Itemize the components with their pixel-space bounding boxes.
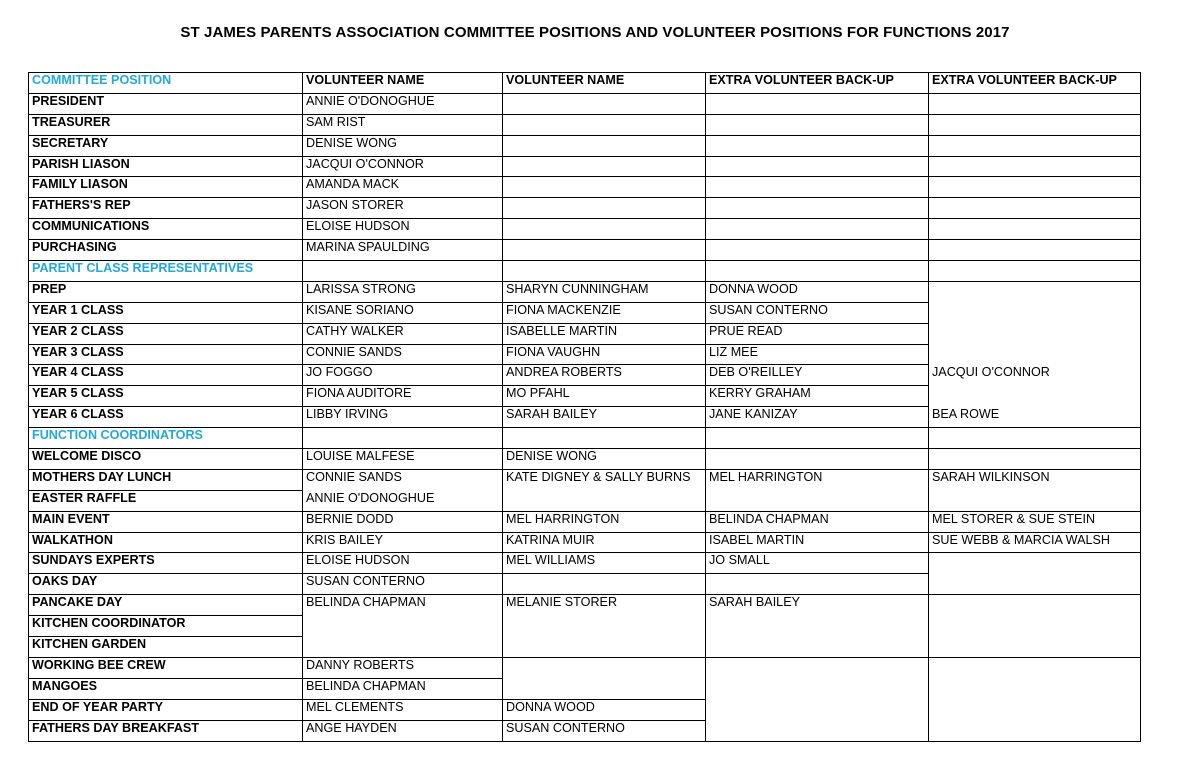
volunteer-cell: JO FOGGO: [303, 365, 503, 386]
volunteer-cell: [706, 240, 929, 261]
position-cell: YEAR 4 CLASS: [29, 365, 303, 386]
volunteer-cell: ELOISE HUDSON: [303, 553, 503, 574]
section-heading: FUNCTION COORDINATORS: [29, 428, 303, 449]
volunteer-cell: [503, 657, 706, 678]
volunteer-cell: [929, 198, 1141, 219]
position-cell: YEAR 5 CLASS: [29, 386, 303, 407]
volunteer-cell: ANDREA ROBERTS: [503, 365, 706, 386]
section-row: [29, 261, 1141, 282]
position-cell: PRESIDENT: [29, 93, 303, 114]
table-row: [29, 219, 1141, 240]
header-cell: VOLUNTEER NAME: [303, 73, 503, 94]
volunteer-cell: ELOISE HUDSON: [303, 219, 503, 240]
volunteer-cell: SARAH WILKINSON: [929, 469, 1141, 490]
volunteer-cell: [503, 198, 706, 219]
table-row: [29, 490, 1141, 511]
position-cell: COMMUNICATIONS: [29, 219, 303, 240]
volunteer-cell: PRUE READ: [706, 323, 929, 344]
volunteer-cell: [929, 699, 1141, 720]
table-row: [29, 616, 1141, 637]
volunteer-cell: [503, 219, 706, 240]
position-cell: YEAR 1 CLASS: [29, 302, 303, 323]
volunteer-cell: [929, 449, 1141, 470]
volunteer-cell: JASON STORER: [303, 198, 503, 219]
volunteer-cell: BELINDA CHAPMAN: [303, 678, 503, 699]
volunteer-cell: KATRINA MUIR: [503, 532, 706, 553]
position-cell: PANCAKE DAY: [29, 595, 303, 616]
volunteer-cell: BERNIE DODD: [303, 511, 503, 532]
volunteer-cell: DONNA WOOD: [503, 699, 706, 720]
empty-cell: [503, 428, 706, 449]
position-cell: SUNDAYS EXPERTS: [29, 553, 303, 574]
volunteer-cell: [706, 616, 929, 637]
volunteer-cell: [503, 135, 706, 156]
volunteer-cell: [503, 637, 706, 658]
volunteer-cell: [303, 637, 503, 658]
empty-cell: [929, 428, 1141, 449]
volunteer-cell: [706, 699, 929, 720]
volunteer-cell: [929, 574, 1141, 595]
volunteer-cell: CONNIE SANDS: [303, 344, 503, 365]
volunteer-cell: ISABELLE MARTIN: [503, 323, 706, 344]
volunteer-cell: SAM RIST: [303, 114, 503, 135]
position-cell: KITCHEN GARDEN: [29, 637, 303, 658]
table-row: [29, 595, 1141, 616]
volunteer-cell: JACQUI O'CONNOR: [303, 156, 503, 177]
table-row: [29, 302, 1141, 323]
volunteer-cell: ANGE HAYDEN: [303, 720, 503, 741]
volunteer-cell: DONNA WOOD: [706, 281, 929, 302]
position-cell: FATHERS DAY BREAKFAST: [29, 720, 303, 741]
table-row: [29, 657, 1141, 678]
header-cell: EXTRA VOLUNTEER BACK-UP: [929, 73, 1141, 94]
volunteer-cell: [503, 93, 706, 114]
position-cell: PURCHASING: [29, 240, 303, 261]
volunteer-cell: [503, 490, 706, 511]
volunteer-cell: [929, 114, 1141, 135]
volunteer-cell: [929, 323, 1141, 344]
position-cell: TREASURER: [29, 114, 303, 135]
empty-cell: [303, 261, 503, 282]
volunteer-cell: [929, 219, 1141, 240]
volunteer-cell: JACQUI O'CONNOR: [929, 365, 1141, 386]
table-row: [29, 720, 1141, 741]
page-title: ST JAMES PARENTS ASSOCIATION COMMITTEE POSITIONS AND VOLUNTEER POSITIONS FOR FUNCTIONS 2017: [180, 24, 1010, 41]
position-cell: WALKATHON: [29, 532, 303, 553]
section-heading: PARENT CLASS REPRESENTATIVES: [29, 261, 303, 282]
volunteer-cell: KISANE SORIANO: [303, 302, 503, 323]
table-row: [29, 407, 1141, 428]
volunteer-cell: SUSAN CONTERNO: [303, 574, 503, 595]
volunteer-cell: DANNY ROBERTS: [303, 657, 503, 678]
volunteer-cell: [706, 114, 929, 135]
volunteer-cell: [929, 720, 1141, 741]
volunteer-cell: [503, 156, 706, 177]
header-cell: EXTRA VOLUNTEER BACK-UP: [706, 73, 929, 94]
volunteer-cell: CATHY WALKER: [303, 323, 503, 344]
volunteer-cell: JO SMALL: [706, 553, 929, 574]
volunteer-cell: SUE WEBB & MARCIA WALSH: [929, 532, 1141, 553]
volunteer-cell: ISABEL MARTIN: [706, 532, 929, 553]
volunteer-cell: [929, 657, 1141, 678]
volunteer-cell: [929, 302, 1141, 323]
table-row: [29, 93, 1141, 114]
table-row: [29, 344, 1141, 365]
table-row: [29, 511, 1141, 532]
volunteer-cell: LIZ MEE: [706, 344, 929, 365]
empty-cell: [303, 428, 503, 449]
volunteer-cell: ANNIE O'DONOGHUE: [303, 93, 503, 114]
table-row: [29, 156, 1141, 177]
empty-cell: [503, 261, 706, 282]
position-cell: MOTHERS DAY LUNCH: [29, 469, 303, 490]
volunteer-cell: [929, 93, 1141, 114]
empty-cell: [929, 261, 1141, 282]
volunteer-cell: LARISSA STRONG: [303, 281, 503, 302]
volunteer-cell: FIONA VAUGHN: [503, 344, 706, 365]
volunteer-cell: [929, 177, 1141, 198]
volunteer-cell: [929, 553, 1141, 574]
volunteer-cell: [929, 678, 1141, 699]
volunteer-cell: DENISE WONG: [303, 135, 503, 156]
position-cell: MANGOES: [29, 678, 303, 699]
volunteer-cell: [706, 449, 929, 470]
position-cell: FATHERS'S REP: [29, 198, 303, 219]
volunteer-cell: [929, 637, 1141, 658]
position-cell: KITCHEN COORDINATOR: [29, 616, 303, 637]
header-cell: VOLUNTEER NAME: [503, 73, 706, 94]
volunteer-cell: MELANIE STORER: [503, 595, 706, 616]
volunteer-cell: [503, 240, 706, 261]
table-row: [29, 449, 1141, 470]
table-row: [29, 323, 1141, 344]
position-cell: YEAR 3 CLASS: [29, 344, 303, 365]
volunteer-cell: [706, 657, 929, 678]
volunteer-cell: SUSAN CONTERNO: [706, 302, 929, 323]
volunteer-cell: [503, 114, 706, 135]
volunteer-cell: MEL HARRINGTON: [503, 511, 706, 532]
volunteer-cell: FIONA AUDITORE: [303, 386, 503, 407]
volunteer-cell: [929, 386, 1141, 407]
volunteer-cell: [503, 678, 706, 699]
volunteer-cell: SARAH BAILEY: [706, 595, 929, 616]
volunteer-cell: [706, 93, 929, 114]
volunteer-cell: BELINDA CHAPMAN: [706, 511, 929, 532]
volunteer-cell: ANNIE O'DONOGHUE: [303, 490, 503, 511]
volunteer-cell: [929, 135, 1141, 156]
volunteer-cell: [503, 574, 706, 595]
volunteer-cell: [706, 219, 929, 240]
header-committee-position: COMMITTEE POSITION: [29, 73, 303, 94]
volunteer-cell: [706, 637, 929, 658]
volunteer-cell: [929, 616, 1141, 637]
volunteer-cell: [706, 490, 929, 511]
volunteer-cell: LIBBY IRVING: [303, 407, 503, 428]
volunteer-cell: [929, 156, 1141, 177]
empty-cell: [706, 428, 929, 449]
volunteer-cell: [706, 156, 929, 177]
position-cell: PARISH LIASON: [29, 156, 303, 177]
volunteer-cell: [706, 574, 929, 595]
empty-cell: [706, 261, 929, 282]
volunteer-cell: [503, 616, 706, 637]
table-row: [29, 177, 1141, 198]
volunteer-cell: [929, 281, 1141, 302]
position-cell: YEAR 2 CLASS: [29, 323, 303, 344]
table-row: [29, 198, 1141, 219]
volunteer-cell: DENISE WONG: [503, 449, 706, 470]
table-row: [29, 678, 1141, 699]
volunteer-cell: MO PFAHL: [503, 386, 706, 407]
table-row: [29, 135, 1141, 156]
position-cell: WORKING BEE CREW: [29, 657, 303, 678]
position-cell: MAIN EVENT: [29, 511, 303, 532]
volunteer-cell: [303, 616, 503, 637]
section-row: [29, 428, 1141, 449]
volunteer-cell: MEL STORER & SUE STEIN: [929, 511, 1141, 532]
position-cell: EASTER RAFFLE: [29, 490, 303, 511]
volunteer-cell: SHARYN CUNNINGHAM: [503, 281, 706, 302]
volunteer-cell: [929, 595, 1141, 616]
table-row: [29, 386, 1141, 407]
position-cell: WELCOME DISCO: [29, 449, 303, 470]
volunteer-cell: MARINA SPAULDING: [303, 240, 503, 261]
volunteer-cell: [929, 240, 1141, 261]
position-cell: FAMILY LIASON: [29, 177, 303, 198]
table-row: [29, 574, 1141, 595]
table-row: [29, 469, 1141, 490]
volunteer-cell: MEL HARRINGTON: [706, 469, 929, 490]
volunteer-cell: SUSAN CONTERNO: [503, 720, 706, 741]
table-row: [29, 532, 1141, 553]
volunteer-cell: BELINDA CHAPMAN: [303, 595, 503, 616]
volunteer-cell: JANE KANIZAY: [706, 407, 929, 428]
volunteer-cell: KERRY GRAHAM: [706, 386, 929, 407]
volunteer-cell: [706, 135, 929, 156]
volunteer-cell: [929, 490, 1141, 511]
volunteer-cell: LOUISE MALFESE: [303, 449, 503, 470]
volunteer-cell: [706, 177, 929, 198]
position-cell: SECRETARY: [29, 135, 303, 156]
volunteer-cell: DEB O'REILLEY: [706, 365, 929, 386]
table-row: [29, 365, 1141, 386]
volunteer-cell: CONNIE SANDS: [303, 469, 503, 490]
volunteer-cell: KATE DIGNEY & SALLY BURNS: [503, 469, 706, 490]
volunteer-cell: SARAH BAILEY: [503, 407, 706, 428]
position-cell: PREP: [29, 281, 303, 302]
volunteer-cell: MEL WILLIAMS: [503, 553, 706, 574]
table-row: [29, 281, 1141, 302]
volunteer-cell: [929, 344, 1141, 365]
volunteer-cell: [503, 177, 706, 198]
table-row: [29, 699, 1141, 720]
position-cell: YEAR 6 CLASS: [29, 407, 303, 428]
volunteer-cell: AMANDA MACK: [303, 177, 503, 198]
volunteer-table: [28, 72, 1141, 742]
position-cell: END OF YEAR PARTY: [29, 699, 303, 720]
table-row: [29, 240, 1141, 261]
volunteer-cell: [706, 678, 929, 699]
table-row: [29, 553, 1141, 574]
table-row: [29, 114, 1141, 135]
volunteer-cell: FIONA MACKENZIE: [503, 302, 706, 323]
volunteer-cell: BEA ROWE: [929, 407, 1141, 428]
volunteer-cell: [706, 198, 929, 219]
table-row: [29, 637, 1141, 658]
header-row: [29, 73, 1141, 94]
volunteer-cell: [706, 720, 929, 741]
volunteer-cell: MEL CLEMENTS: [303, 699, 503, 720]
volunteer-cell: KRIS BAILEY: [303, 532, 503, 553]
position-cell: OAKS DAY: [29, 574, 303, 595]
